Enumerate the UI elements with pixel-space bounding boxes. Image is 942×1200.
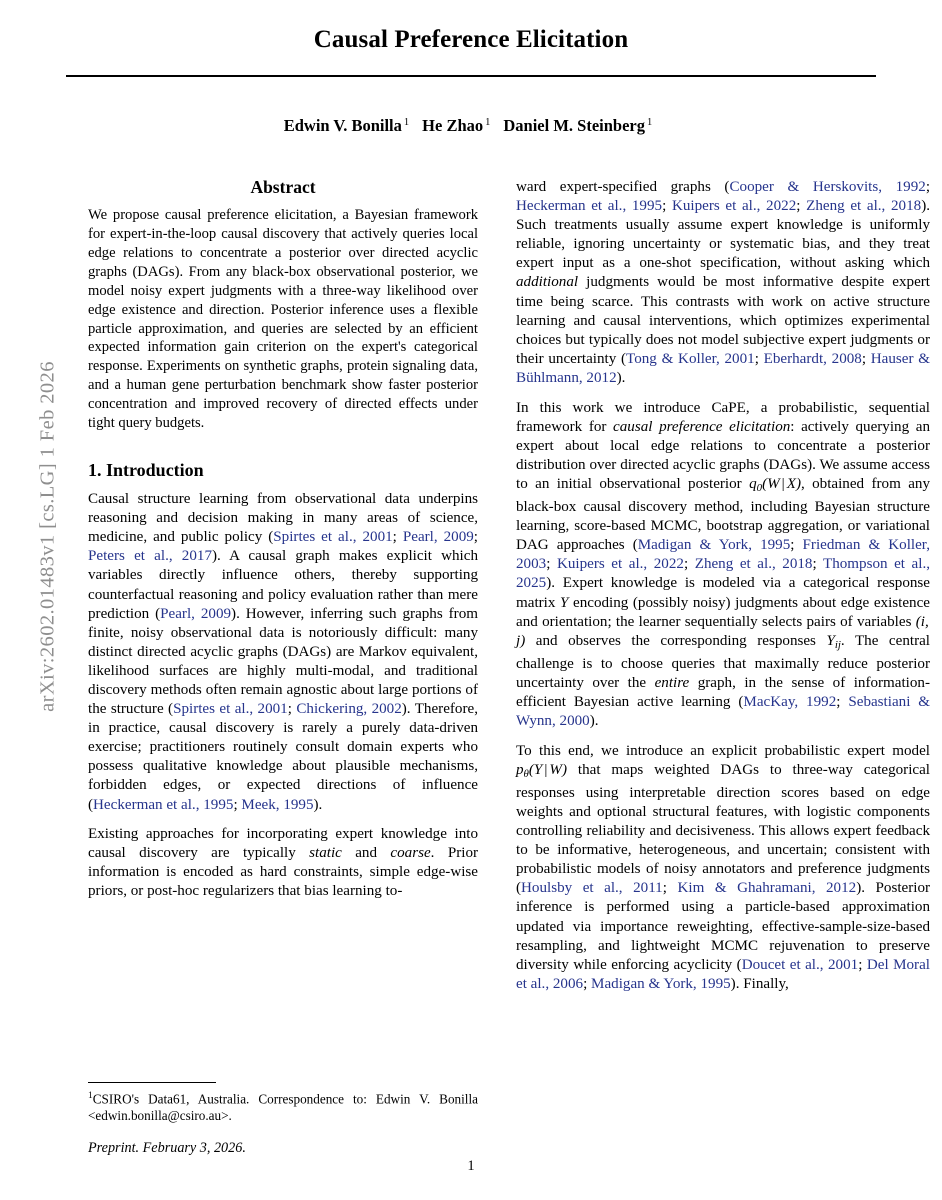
page-title: Causal Preference Elicitation — [313, 26, 629, 53]
text-run: ). — [616, 369, 626, 386]
citation-spirtes-2001[interactable]: Spirtes et al., 2001 — [273, 529, 393, 546]
left-column — [88, 178, 478, 912]
emphasis-causal-preference-elicitation: causal preference elicitation — [613, 418, 791, 435]
text-run: ; — [662, 880, 678, 897]
right-column — [516, 178, 930, 1004]
text-run: ). A causal graph makes explicit which variables directly influence others, thereby supporting counterfactual reasoning and policy evaluation rather than mere prediction ( — [88, 548, 478, 622]
math-response-yij: $Y_{ij}$ — [826, 632, 841, 651]
right-paragraph-3 — [516, 742, 930, 994]
author-2-affiliation-mark: 1 — [485, 116, 491, 128]
section-heading-introduction: 1. Introduction — [88, 459, 204, 480]
text-run: ; — [796, 198, 807, 215]
math-expert-model-p-theta: $p_\theta(Y$ | W) — [516, 761, 567, 780]
citation-zheng-2018-b[interactable]: Zheng et al., 2018 — [694, 556, 813, 573]
citation-del-moral-2006[interactable]: Del Moral et al., 2006 — [516, 956, 930, 992]
citation-chickering-2002[interactable]: Chickering, 2002 — [296, 701, 402, 718]
text-run: ; — [583, 975, 592, 992]
text-run: ; — [790, 537, 803, 554]
text-run: Existing approaches for incorporating expert knowledge into causal discovery are typically — [88, 826, 478, 862]
citation-thompson-2025[interactable]: Thompson et al., 2025 — [516, 556, 930, 592]
right-paragraph-2 — [516, 399, 930, 732]
author-3: Daniel M. Steinberg — [503, 116, 645, 135]
text-run: In this work we introduce CaPE, a probabilistic, sequential framework for — [516, 399, 930, 435]
intro-paragraph-2 — [88, 825, 478, 901]
citation-houlsby-2011[interactable]: Houlsby et al., 2011 — [521, 880, 663, 897]
author-2: He Zhao — [422, 116, 484, 135]
citation-cooper-1992[interactable]: Cooper & Herskovits, 1992 — [729, 179, 926, 195]
text-run: ; — [925, 179, 931, 195]
footnote — [88, 1088, 478, 1125]
page-number: 1 — [467, 1158, 475, 1174]
text-run: Causal structure learning from observational data underpins reasoning and decision making in many areas of science, medicine, and public policy ( — [88, 491, 478, 546]
text-run: ). Expert knowledge is modeled via a categorical response matrix — [516, 575, 930, 611]
math-variable-pair: (i, j) — [516, 613, 930, 649]
citation-doucet-2001[interactable]: Doucet et al., 2001 — [741, 956, 859, 973]
text-run: ward expert-specified graphs ( — [516, 179, 730, 195]
emphasis-static: static — [309, 845, 342, 862]
citation-mackay-1992[interactable]: MacKay, 1992 — [743, 694, 837, 710]
right-paragraph-1 — [516, 178, 930, 388]
emphasis-additional: additional — [516, 274, 579, 291]
citation-kuipers-2022[interactable]: Kuipers et al., 2022 — [671, 198, 797, 215]
text-run: graph, in the sense of information-efficient Bayesian active learning ( — [516, 674, 930, 710]
citation-friedman-koller-2003[interactable]: Friedman & Koller, 2003 — [516, 537, 930, 573]
abstract-body: We propose causal preference elicitation, a Bayesian framework for expert-in-the-loop causal discovery that actively queries local edge relations to concentrate a posterior over directed acyclic graphs (DAGs). From any black-box observational posterior, we model noisy expert judgments with a three-way likelihood over edge existence and direction. Posterior inference uses a flexible particle approximation, and queries are selected by an efficient expected information gain criterion on the expert's categorical response. Experiments on synthetic graphs, protein signaling data, and a human gene perturbation benchmark show faster posterior concentration and improved recovery of directed effects under tight query budgets. — [88, 207, 478, 432]
citation-sebastiani-wynn-2000[interactable]: Sebastiani & Wynn, 2000 — [516, 694, 931, 730]
text-run: that maps weighted DAGs to three-way categorical responses using interpretable direction scores based on edge weights and optional structural features, with logistic components controlling reliability and decisiveness. This allows expert feedback to be informative, heterogeneous, and uncertain; consistent with probabilistic models of noisy annotators and preference judgments ( — [516, 761, 930, 897]
text-run: ; — [546, 556, 557, 573]
math-response-matrix-y: Y — [560, 594, 569, 611]
author-1: Edwin V. Bonilla — [283, 116, 402, 135]
citation-peters-2017[interactable]: Peters et al., 2017 — [88, 548, 212, 565]
text-run: : actively querying an expert about local edge relations to concentrate a posterior distribution over directed acyclic graphs (DAGs). We assume access to an initial observational posterior — [516, 418, 931, 492]
text-run: ; — [754, 350, 764, 367]
author-list — [66, 116, 876, 136]
citation-kuipers-2022-b[interactable]: Kuipers et al., 2022 — [556, 556, 684, 573]
math-q0-posterior: $q_0(W$ | X) — [749, 475, 801, 494]
text-run: encoding (possibly noisy) judgments about edge existence and orientation; the learner sequentially selects pairs of variables — [516, 594, 930, 630]
text-run: ; — [233, 796, 242, 813]
footnote-rule — [88, 1082, 216, 1083]
text-run: ; — [287, 701, 297, 718]
preprint-notice: Preprint. February 3, 2026. — [88, 1140, 246, 1156]
text-run: ). Posterior inference is performed using a particle-based approximation updated via importance reweighting, effective-sample-size-based resampling, and lightweight MCMC rejuvenation to preserve diversity while enforcing acyclicity ( — [516, 880, 931, 973]
abstract-heading: Abstract — [250, 177, 316, 197]
text-run: ; — [812, 556, 823, 573]
text-run: ). Therefore, in practice, causal discovery is rarely a purely data-driven exercise; practitioners routinely consult domain experts who possess qualitative knowledge about plausible mechanisms, forbidden edges, or expected directions of influence ( — [88, 701, 478, 813]
text-run: . Prior information is encoded as hard constraints, simple edge-wise priors, or post-hoc regularizers that bias learning to- — [88, 845, 479, 900]
text-run: ). — [589, 713, 599, 730]
citation-zheng-2018[interactable]: Zheng et al., 2018 — [806, 198, 922, 215]
citation-heckerman-1995-b[interactable]: Heckerman et al., 1995 — [516, 198, 663, 215]
citation-spirtes-2001-b[interactable]: Spirtes et al., 2001 — [173, 701, 288, 718]
citation-tong-koller-2001[interactable]: Tong & Koller, 2001 — [626, 350, 755, 367]
text-run: ). However, inferring such graphs from finite, noisy observational data is notoriously difficult: many distinct directed acyclic graphs (DAGs) are Markov equivalent, likelihood surfaces are highly multi-modal, and traditional discovery methods often remain agnostic about large portions of the structure ( — [88, 605, 478, 718]
title-rule — [66, 75, 876, 77]
emphasis-entire: entire — [654, 674, 690, 691]
text-run: and — [341, 845, 391, 862]
author-3-affiliation-mark: 1 — [647, 116, 653, 128]
citation-madigan-york-1995[interactable]: Madigan & York, 1995 — [637, 537, 791, 554]
citation-pearl-2009[interactable]: Pearl, 2009 — [402, 529, 474, 546]
citation-madigan-york-1995-b[interactable]: Madigan & York, 1995 — [591, 975, 731, 992]
citation-hauser-buhlmann-2012[interactable]: Hauser & Bühlmann, 2012 — [516, 350, 930, 386]
text-run: ; — [861, 350, 871, 367]
text-run: , obtained from any black-box causal discovery method, including Bayesian structure learning, score-based MCMC, bootstrap aggregation, or variational DAG approaches ( — [516, 475, 930, 554]
text-run: judgments would be most informative despite expert time being scarce. This contrasts with work on active structure learning and causal interventions, which optimizes experimental choices but typically does not model subjective expert judgments or their uncertainty ( — [516, 274, 930, 367]
footnote-mark: 1 — [88, 1091, 93, 1101]
text-run: ; — [683, 556, 695, 573]
text-run: ). Finally, — [730, 975, 789, 992]
text-run: To this end, we introduce an explicit probabilistic expert model — [516, 742, 930, 759]
citation-kim-ghahramani-2012[interactable]: Kim & Ghahramani, 2012 — [677, 880, 857, 897]
citation-heckerman-1995[interactable]: Heckerman et al., 1995 — [93, 796, 234, 813]
arxiv-stamp: arXiv:2602.01483v1 [cs.LG] 1 Feb 2026 — [36, 361, 59, 712]
text-run: ; — [392, 529, 403, 546]
text-run: ; — [662, 198, 672, 215]
text-run: ). Such treatments usually assume expert knowledge is uniformly reliable, ignoring uncertainty or systematic bias, and they treat expert input as a one-shot specification, without asking which — [516, 198, 930, 272]
text-run: . The central challenge is to choose queries that maximally reduce posterior uncertainty over the — [516, 632, 930, 691]
footnote-text: CSIRO's Data61, Australia. Correspondence to: Edwin V. Bonilla <edwin.bonilla@csiro.au>. — [88, 1091, 478, 1123]
intro-paragraph-1 — [88, 490, 478, 815]
text-run: ; — [836, 694, 849, 710]
text-run: ; — [473, 529, 478, 546]
text-run: ). — [313, 796, 323, 813]
emphasis-coarse: coarse — [390, 845, 431, 862]
text-run: ; — [858, 956, 867, 973]
author-1-affiliation-mark: 1 — [403, 116, 410, 128]
text-run: and observes the corresponding responses — [525, 632, 827, 649]
citation-pearl-2009-b[interactable]: Pearl, 2009 — [160, 605, 232, 622]
citation-eberhardt-2008[interactable]: Eberhardt, 2008 — [763, 350, 862, 367]
citation-meek-1995[interactable]: Meek, 1995 — [241, 796, 314, 813]
